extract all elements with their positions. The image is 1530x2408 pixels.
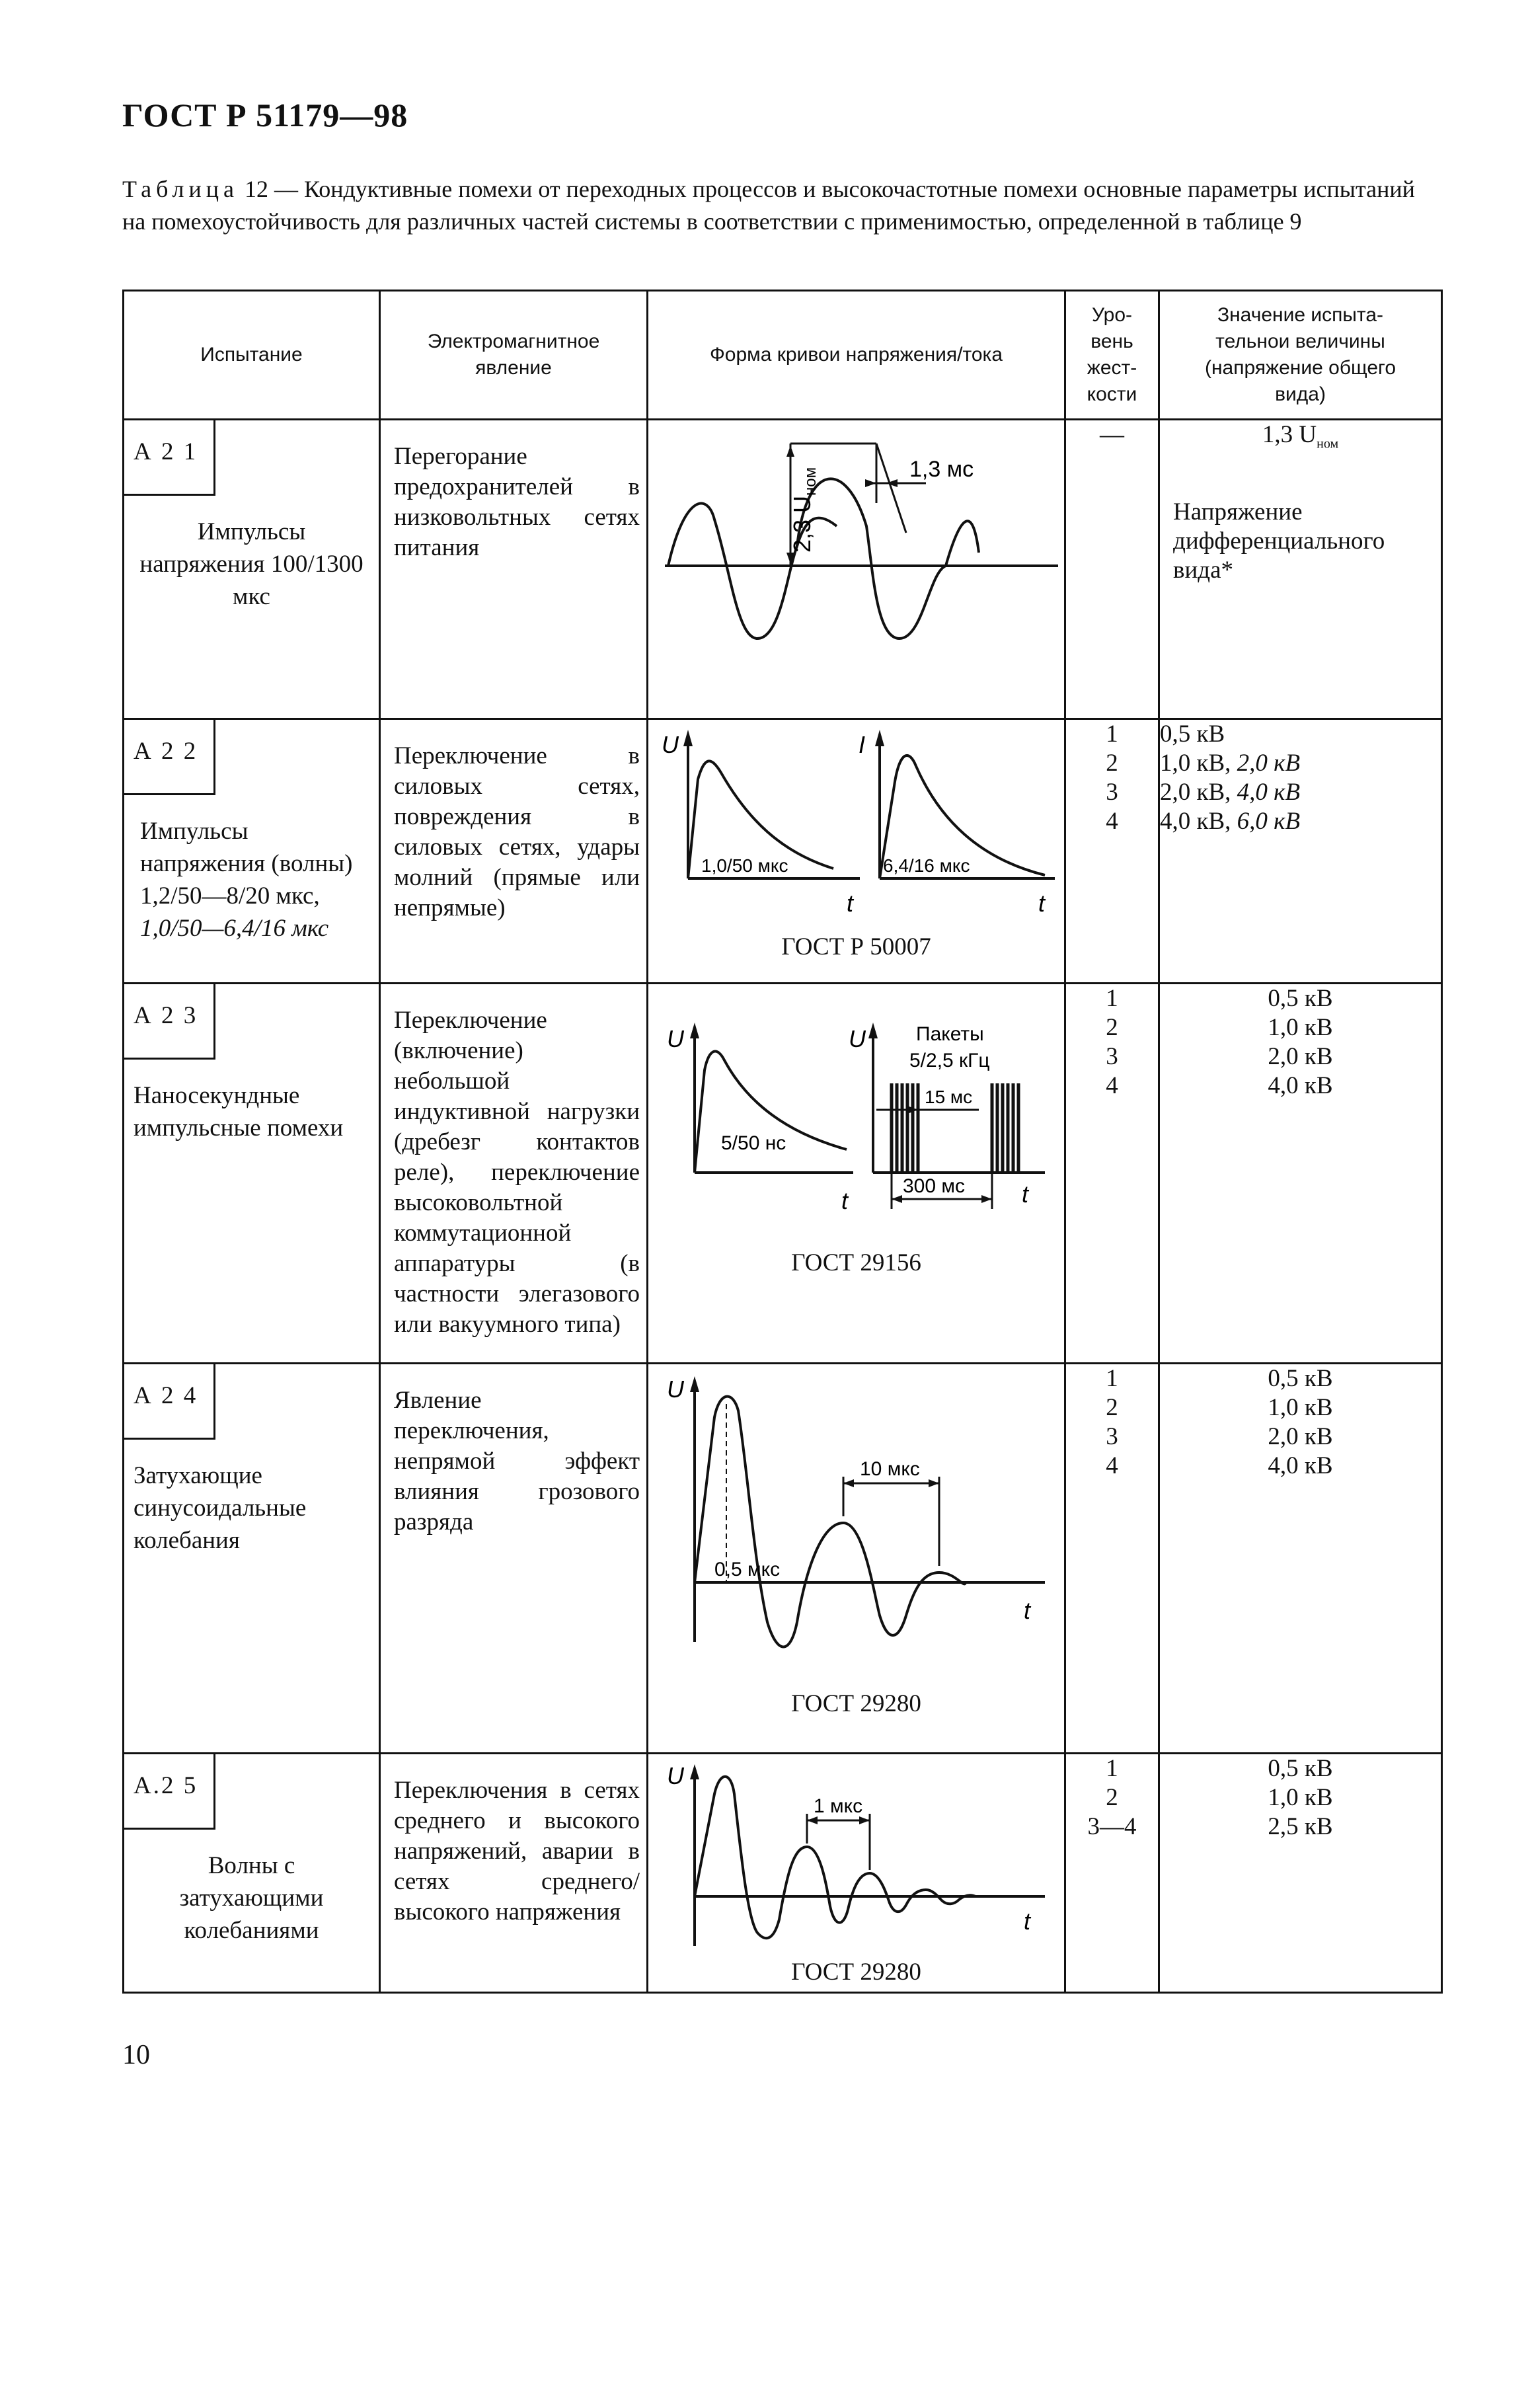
page-number: 10 — [122, 2040, 150, 2070]
svg-text:t: t — [1024, 1597, 1031, 1624]
test-name: Наносекундные импульсные помехи — [134, 1082, 344, 1142]
test-cell — [124, 1754, 380, 1993]
waveform-cell — [648, 1364, 1065, 1754]
svg-text:U: U — [667, 1376, 684, 1403]
table-header-row — [124, 291, 1442, 420]
svg-text:10 мкс: 10 мкс — [860, 1458, 920, 1480]
phenomenon-cell: Перегорание предохранителей в низковольтных сетях питания — [380, 420, 648, 719]
header-waveform: Форма кривои напряжения/тока — [648, 291, 1065, 420]
level-cell: 1 2 3—4 — [1065, 1754, 1159, 1993]
table-row — [124, 719, 1442, 984]
test-cell — [124, 420, 380, 719]
header-level: Уро- вень жест- кости — [1065, 291, 1159, 420]
wave-amplitude-label: 2,3 $U_{ном}$ — [788, 467, 820, 553]
table-caption — [122, 173, 1441, 238]
value-cell: 0,5 кВ 1,0 кВ, 2,0 кВ 2,0 кВ, 4,0 кВ 4,0 кВ, 6,0 кВ — [1159, 719, 1442, 984]
svg-text:300 мс: 300 мс — [903, 1175, 966, 1197]
waveform-cell — [648, 1754, 1065, 1993]
svg-text:U: U — [849, 1025, 866, 1052]
test-name: Импульсы напряжения (волны) 1,2/50—8/20 мкс, 1,0/50—6,4/16 мкс — [140, 818, 353, 942]
svg-text:I: I — [859, 731, 866, 758]
svg-text:15 мс: 15 мс — [925, 1087, 973, 1107]
phenomenon-cell: Переключения в сетях среднего и высокого напряжений, аварии в сетях среднего/высокого напряжения — [380, 1754, 648, 1993]
value-cell: 0,5 кВ 1,0 кВ 2,0 кВ 4,0 кВ — [1159, 1364, 1442, 1754]
table-row — [124, 984, 1442, 1364]
svg-text:6,4/16 мкс: 6,4/16 мкс — [883, 855, 970, 876]
svg-text:1 мкс: 1 мкс — [814, 1795, 863, 1817]
caption-text: 12 — Кондуктивные помехи от переходных процессов и высокочастотные помехи основные параметры испытаний на помехоустойчивость для различных частей системы в соответствии с применимостью, определенной в таблице 9 — [122, 176, 1415, 235]
svg-text:U: U — [667, 1762, 684, 1789]
test-code: А 2 4 — [124, 1364, 215, 1440]
interference-table — [122, 290, 1443, 1994]
standard-ref: ГОСТ 29280 — [791, 1959, 921, 1986]
level-cell: — — [1065, 420, 1159, 719]
value-cell: 0,5 кВ 1,0 кВ 2,5 кВ — [1159, 1754, 1442, 1993]
waveform-damped-sine-diagram — [648, 1364, 1066, 1675]
svg-text:t: t — [841, 1187, 849, 1214]
svg-text:Пакеты: Пакеты — [916, 1023, 984, 1045]
svg-text:U: U — [667, 1025, 684, 1052]
phenomenon-cell: Явление переключения, непрямой эффект влияния грозового разряда — [380, 1364, 648, 1754]
document-title: ГОСТ Р 51179—98 — [122, 97, 408, 134]
value-cell: 0,5 кВ 1,0 кВ 2,0 кВ 4,0 кВ — [1159, 984, 1442, 1364]
test-name: Импульсы напряжения 100/1300 мкс — [139, 518, 363, 610]
test-cell — [124, 984, 380, 1364]
standard-ref: ГОСТ Р 50007 — [781, 933, 931, 960]
phenomenon-cell: Переключение (включение) небольшой индуктивной нагрузки (дребезг контактов реле), переключение высоковольтной коммутационной аппаратуры (в частности элегазового или вакуумного типа) — [380, 984, 648, 1364]
waveform-surge-diagram — [648, 720, 1066, 925]
test-code: А 2 2 — [124, 720, 215, 795]
test-name: Волны с затухающими колебаниями — [179, 1852, 324, 1944]
test-cell — [124, 719, 380, 984]
phenomenon-cell: Переключение в силовых сетях, повреждения в силовых сетях, удары молний (прямые или непрямые) — [380, 719, 648, 984]
waveform-eft-diagram — [648, 984, 1066, 1222]
header-value: Значение испыта- тельнои величины (напряжение общего вида) — [1159, 291, 1442, 420]
header-phenomenon: Электромагнитное явление — [380, 291, 648, 420]
standard-ref: ГОСТ 29156 — [791, 1249, 921, 1276]
waveform-cell — [648, 420, 1065, 719]
svg-text:U: U — [662, 731, 679, 758]
level-cell: 1 2 3 4 — [1065, 984, 1159, 1364]
waveform-cell — [648, 984, 1065, 1364]
svg-text:0,5 мкс: 0,5 мкс — [714, 1559, 781, 1580]
table-row — [124, 420, 1442, 719]
test-code: А.2 5 — [124, 1754, 215, 1830]
svg-text:5/50 нс: 5/50 нс — [721, 1132, 786, 1154]
test-name: Затухающие синусоидальные колебания — [134, 1462, 307, 1554]
level-cell: 1 2 3 4 — [1065, 1364, 1159, 1754]
table-row — [124, 1364, 1442, 1754]
waveform-cell — [648, 719, 1065, 984]
svg-text:1,0/50 мкс: 1,0/50 мкс — [701, 855, 788, 876]
value-cell: 1,3 $U_{ном}$ Напряжение дифференциального вида* — [1159, 420, 1442, 719]
waveform-100-1300-diagram — [648, 420, 1066, 718]
header-test: Испытание — [124, 291, 380, 420]
test-code: А 2 1 — [124, 420, 215, 496]
svg-text:t: t — [1022, 1181, 1029, 1208]
caption-lead: Таблица — [122, 176, 239, 202]
wave-time-label: 1,3 мс — [909, 457, 974, 482]
test-code: А 2 3 — [124, 984, 215, 1060]
svg-text:t: t — [847, 890, 854, 917]
svg-text:t: t — [1024, 1908, 1031, 1935]
svg-text:5/2,5 кГц: 5/2,5 кГц — [909, 1050, 990, 1071]
waveform-oscillatory-diagram — [648, 1754, 1066, 1953]
table-row — [124, 1754, 1442, 1993]
standard-ref: ГОСТ 29280 — [791, 1690, 921, 1717]
test-cell — [124, 1364, 380, 1754]
level-cell: 1 2 3 4 — [1065, 719, 1159, 984]
svg-text:t: t — [1038, 890, 1046, 917]
